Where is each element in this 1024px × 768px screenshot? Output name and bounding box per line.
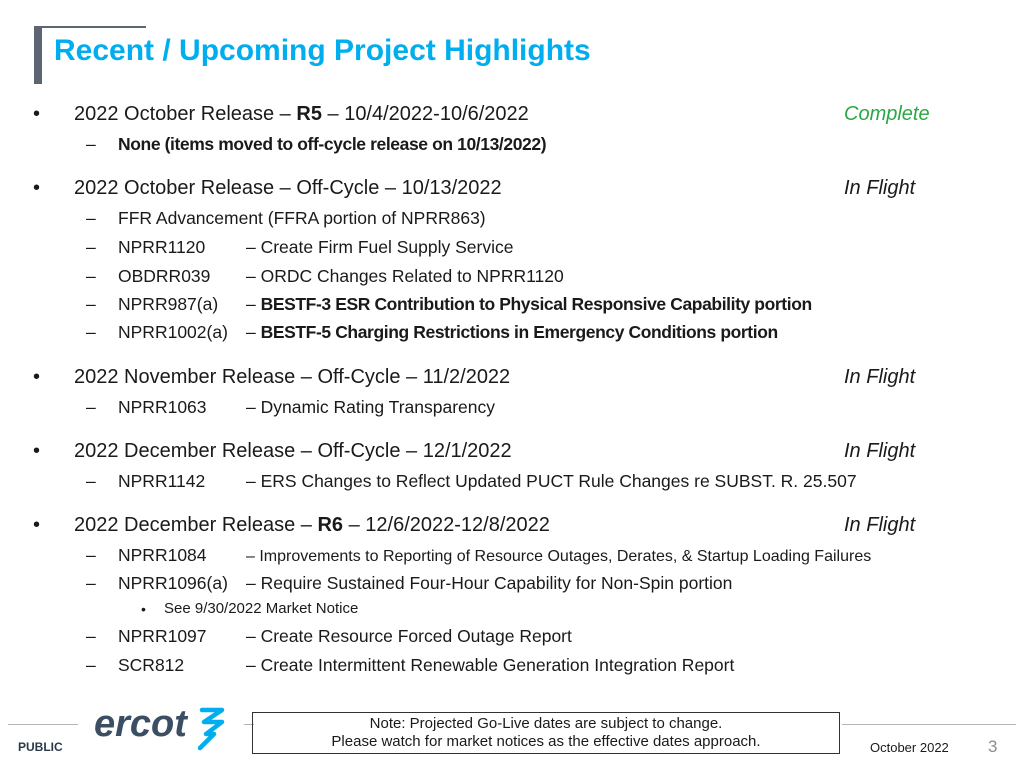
dash-bullet: – [86, 397, 96, 417]
title-accent-line [42, 26, 146, 28]
disclaimer-note-box [252, 712, 840, 754]
dash-bullet: – [86, 237, 96, 257]
bullet: • [33, 366, 41, 388]
dash-bullet: – [86, 545, 96, 565]
sub-bullet: • [141, 601, 146, 617]
footer-divider [8, 724, 78, 725]
footer-date: October 2022 [870, 740, 949, 755]
section-heading: 2022 December Release – Off-Cycle – 12/1/2022 [74, 440, 512, 462]
status-badge: In Flight [844, 177, 916, 199]
list-item: NPRR1084 – Improvements to Reporting of Resource Outages, Derates, & Startup Loading Failures [118, 545, 872, 565]
sub-list-item: See 9/30/2022 Market Notice [164, 600, 359, 617]
section-heading: 2022 October Release – R5 – 10/4/2022-10/6/2022 [74, 103, 529, 125]
status-badge: In Flight [844, 366, 916, 388]
section-heading: 2022 December Release – R6 – 12/6/2022-12/8/2022 [74, 514, 550, 536]
dash-bullet: – [86, 573, 96, 593]
footer-divider [842, 724, 1016, 725]
bullet: • [33, 514, 41, 536]
bullet: • [33, 177, 41, 199]
dash-bullet: – [86, 322, 96, 342]
classification-label: PUBLIC [18, 740, 63, 754]
list-item: NPRR1096(a) – Require Sustained Four-Hour Capability for Non-Spin portion [118, 573, 733, 593]
list-item: None (items moved to off-cycle release on 10/13/2022) [118, 134, 547, 154]
dash-bullet: – [86, 266, 96, 286]
dash-bullet: – [86, 208, 96, 228]
page-number: 3 [988, 737, 998, 756]
ercot-logo [94, 700, 234, 757]
list-item: SCR812 – Create Intermittent Renewable Generation Integration Report [118, 655, 735, 675]
section-heading: 2022 October Release – Off-Cycle – 10/13/2022 [74, 177, 502, 199]
list-item: NPRR987(a) – BESTF-3 ESR Contribution to Physical Responsive Capability portion [118, 294, 812, 314]
page-title: Recent / Upcoming Project Highlights [54, 34, 591, 67]
bullet: • [33, 440, 41, 462]
status-badge: Complete [844, 103, 930, 125]
list-item: NPRR1142 – ERS Changes to Reflect Updated PUCT Rule Changes re SUBST. R. 25.507 [118, 471, 857, 491]
list-item: NPRR1120 – Create Firm Fuel Supply Service [118, 237, 514, 257]
dash-bullet: – [86, 294, 96, 314]
status-badge: In Flight [844, 440, 916, 462]
dash-bullet: – [86, 655, 96, 675]
title-accent-bar [34, 26, 42, 84]
list-item: NPRR1097 – Create Resource Forced Outage Report [118, 626, 572, 646]
list-item: NPRR1063 – Dynamic Rating Transparency [118, 397, 495, 417]
dash-bullet: – [86, 626, 96, 646]
note-line: Note: Projected Go-Live dates are subject to change. [369, 715, 723, 732]
logo-wordmark: ercot [94, 703, 187, 745]
section-heading: 2022 November Release – Off-Cycle – 11/2/2022 [74, 366, 511, 388]
dash-bullet: – [86, 134, 96, 154]
lightning-bolt-icon [200, 710, 222, 748]
list-item: OBDRR039 – ORDC Changes Related to NPRR1120 [118, 266, 564, 286]
dash-bullet: – [86, 471, 96, 491]
bullet: • [33, 103, 41, 125]
list-item: FFR Advancement (FFRA portion of NPRR863) [118, 208, 486, 228]
status-badge: In Flight [844, 514, 916, 536]
note-line: Please watch for market notices as the effective dates approach. [331, 733, 761, 750]
list-item: NPRR1002(a) – BESTF-5 Charging Restrictions in Emergency Conditions portion [118, 322, 778, 342]
